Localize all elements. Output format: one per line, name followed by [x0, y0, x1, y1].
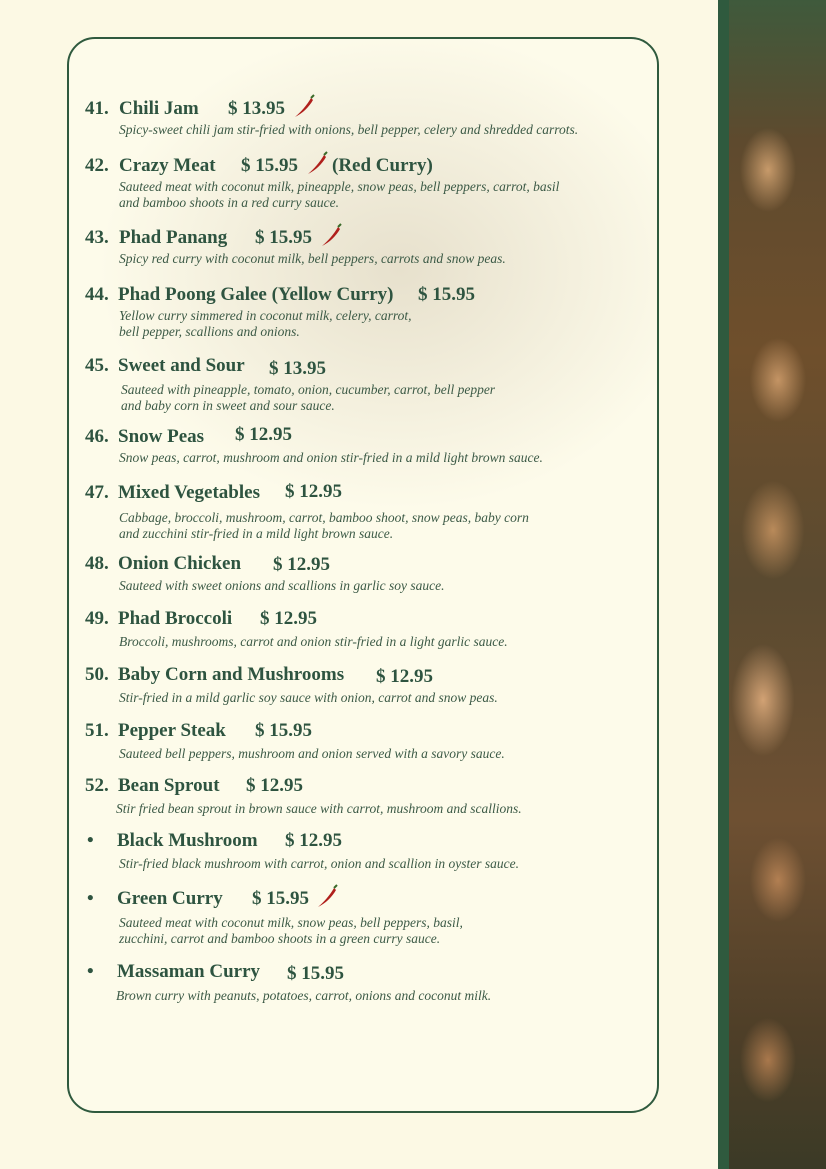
item-bullet: • — [87, 961, 94, 982]
item-name: Phad Panang — [119, 227, 228, 248]
item-description: Sauteed meat with coconut milk, snow peas, bell peppers, basil, zucchini, carrot and bamboo shoots in a green curry sauce. — [119, 915, 463, 946]
item-number: 49. — [85, 608, 109, 629]
item-price: $ 12.95 — [235, 424, 292, 445]
item-name: Black Mushroom — [117, 830, 258, 851]
item-price: $ 12.95 — [285, 481, 342, 502]
item-price: $ 13.95 — [228, 98, 285, 119]
item-name: Massaman Curry — [117, 961, 261, 982]
chili-pepper-icon — [313, 884, 339, 910]
item-name: Baby Corn and Mushrooms — [118, 664, 345, 685]
item-price: $ 15.95 — [255, 227, 312, 248]
side-border-stripe — [718, 0, 729, 1169]
item-number: 41. — [85, 98, 109, 119]
item-number: 51. — [85, 720, 109, 741]
item-price: $ 12.95 — [285, 830, 342, 851]
item-price: $ 12.95 — [246, 775, 303, 796]
item-price: $ 12.95 — [260, 608, 317, 629]
item-number: 43. — [85, 227, 109, 248]
item-description: Spicy-sweet chili jam stir-fried with onions, bell pepper, celery and shredded carrots. — [119, 122, 579, 137]
item-description: Yellow curry simmered in coconut milk, celery, carrot, bell pepper, scallions and onions. — [119, 308, 412, 339]
chili-pepper-icon — [290, 94, 316, 120]
item-name: Onion Chicken — [118, 553, 242, 574]
item-number: 46. — [85, 426, 109, 447]
item-number: 42. — [85, 155, 109, 176]
side-mural-image — [718, 0, 826, 1169]
item-price: $ 15.95 — [255, 720, 312, 741]
item-price: $ 15.95 — [241, 155, 298, 176]
item-number: 45. — [85, 355, 109, 376]
item-name: Chili Jam — [119, 98, 199, 119]
item-price: $ 12.95 — [376, 666, 433, 687]
item-description: Stir fried bean sprout in brown sauce with carrot, mushroom and scallions. — [116, 801, 522, 816]
item-description: Cabbage, broccoli, mushroom, carrot, bamboo shoot, snow peas, baby corn and zucchini stir-fried in a mild light brown sauce. — [119, 510, 529, 541]
item-description: Sauteed with pineapple, tomato, onion, cucumber, carrot, bell pepper and baby corn in sweet and sour sauce. — [121, 382, 496, 413]
item-price: $ 15.95 — [418, 284, 475, 305]
item-description: Sauteed with sweet onions and scallions in garlic soy sauce. — [119, 578, 445, 593]
item-description: Stir-fried black mushroom with carrot, onion and scallion in oyster sauce. — [119, 856, 519, 871]
item-number: 47. — [85, 482, 109, 503]
item-bullet: • — [87, 888, 94, 909]
item-price: $ 15.95 — [252, 888, 309, 909]
item-description: Stir-fried in a mild garlic soy sauce with onion, carrot and snow peas. — [119, 690, 498, 705]
item-note: (Red Curry) — [332, 155, 433, 176]
item-number: 48. — [85, 553, 109, 574]
item-name: Phad Broccoli — [118, 608, 233, 629]
item-description: Sauteed meat with coconut milk, pineapple, snow peas, bell peppers, carrot, basil and bamboo shoots in a red curry sauce. — [119, 179, 560, 210]
item-name: Mixed Vegetables — [118, 482, 260, 503]
item-description: Sauteed bell peppers, mushroom and onion served with a savory sauce. — [119, 746, 505, 761]
item-bullet: • — [87, 830, 94, 851]
item-price: $ 12.95 — [273, 554, 330, 575]
chili-pepper-icon — [317, 223, 343, 249]
item-description: Snow peas, carrot, mushroom and onion stir-fried in a mild light brown sauce. — [119, 450, 543, 465]
item-name: Sweet and Sour — [118, 355, 245, 376]
item-description: Broccoli, mushrooms, carrot and onion stir-fried in a light garlic sauce. — [119, 634, 508, 649]
item-name: Phad Poong Galee (Yellow Curry) — [118, 284, 394, 305]
item-number: 52. — [85, 775, 109, 796]
item-name: Crazy Meat — [119, 155, 216, 176]
item-price: $ 13.95 — [269, 358, 326, 379]
item-description: Brown curry with peanuts, potatoes, carrot, onions and coconut milk. — [116, 988, 492, 1003]
item-name: Pepper Steak — [118, 720, 226, 741]
chili-pepper-icon — [303, 151, 329, 177]
item-description: Spicy red curry with coconut milk, bell peppers, carrots and snow peas. — [119, 251, 506, 266]
item-name: Green Curry — [117, 888, 223, 909]
item-price: $ 15.95 — [287, 963, 344, 984]
item-number: 50. — [85, 664, 109, 685]
item-number: 44. — [85, 284, 109, 305]
item-name: Snow Peas — [118, 426, 205, 447]
item-name: Bean Sprout — [118, 775, 220, 796]
